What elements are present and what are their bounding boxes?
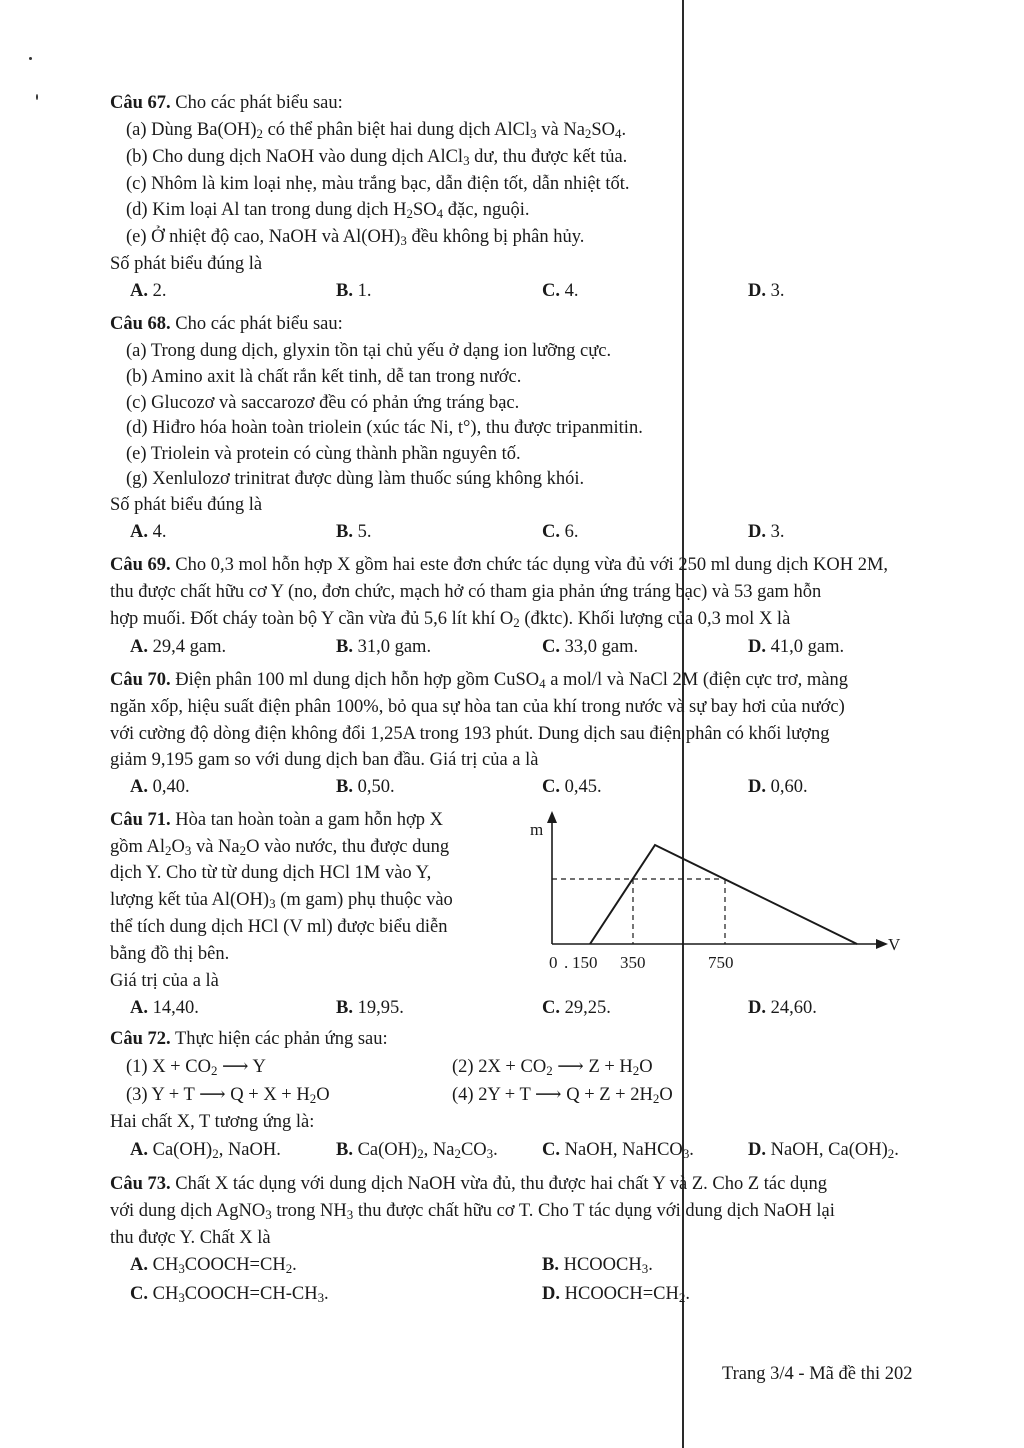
text-run: HCOOCH=CH bbox=[560, 1284, 679, 1304]
question-71-line-3 bbox=[110, 861, 431, 885]
question-70-option-b[interactable]: B. 0,50. bbox=[336, 777, 395, 797]
text-run: dư, thu được kết tủa. bbox=[469, 147, 628, 167]
subscript: 2 bbox=[678, 1290, 686, 1305]
question-69-option-c[interactable]: C. 33,0 gam. bbox=[542, 637, 639, 657]
subscript: 2 bbox=[887, 1146, 895, 1161]
subscript: 2 bbox=[239, 843, 247, 858]
question-68-statement-d bbox=[126, 416, 643, 440]
question-72-header: Câu 72. Thực hiện các phản ứng sau: bbox=[110, 1029, 388, 1049]
text-run: (g) Xenlulozơ trinitrat được dùng làm thuốc súng không khói. bbox=[126, 469, 585, 489]
text-run: . bbox=[894, 1140, 899, 1160]
text-run: với cường độ dòng điện không đổi 1,25A trong 193 phút. Dung dịch sau điện phân có khối lượng bbox=[110, 724, 830, 744]
question-67-option-c[interactable]: C. 4. bbox=[542, 281, 579, 301]
text-run: O bbox=[659, 1085, 673, 1105]
text-run: O bbox=[316, 1085, 330, 1105]
text-run: . bbox=[324, 1284, 329, 1304]
subscript: 2 bbox=[210, 1063, 218, 1078]
question-73-option-b[interactable]: B. $HCOOCH_3$. bbox=[542, 1255, 653, 1276]
question-72-option-c[interactable]: C. NaOH, NaHCO$_3$. bbox=[542, 1140, 694, 1161]
subscript: 3 bbox=[269, 896, 276, 911]
text-run: CH bbox=[148, 1284, 179, 1304]
subscript: 4 bbox=[539, 676, 546, 691]
text-run: và Na bbox=[536, 120, 585, 140]
reaction-2 bbox=[452, 1055, 653, 1079]
text-run: a mol/l và NaCl 2M (điện cực trơ, màng bbox=[545, 670, 848, 690]
question-68-statement-c bbox=[126, 391, 519, 415]
question-73-option-d[interactable]: D. $HCOOCH=CH_2$. bbox=[542, 1284, 690, 1305]
text-run: đều không bị phân hủy. bbox=[406, 227, 585, 247]
question-69-line-1: Câu 69. Cho 0,3 mol hỗn hợp X gồm hai este đơn chức tác dụng vừa đủ với 250 ml dung dịch KOH 2M, bbox=[110, 555, 889, 575]
question-68-option-d[interactable]: D. 3. bbox=[748, 522, 785, 542]
subscript: 3 bbox=[346, 1207, 354, 1222]
text-run: Ca(OH) bbox=[352, 1140, 418, 1160]
question-70-line-3 bbox=[110, 722, 829, 746]
subscript: 2 bbox=[285, 1261, 293, 1276]
text-run: ⟶ Z + H bbox=[552, 1057, 633, 1077]
question-67-statement-b bbox=[126, 145, 627, 169]
subscript: 4 bbox=[615, 126, 622, 141]
tick-label-350: 350 bbox=[620, 953, 646, 972]
question-68-option-c[interactable]: C. 6. bbox=[542, 522, 579, 542]
question-70-line-4 bbox=[110, 748, 539, 772]
tick-label-0: 0 bbox=[549, 953, 558, 972]
text-run: , NaOH. bbox=[218, 1140, 281, 1160]
question-72-option-b[interactable]: B. $Ca(OH)_2$, $Na_2CO_3$. bbox=[336, 1140, 498, 1161]
text-run: và Na bbox=[191, 837, 240, 857]
text-run: NaOH, NaHCO bbox=[560, 1140, 683, 1160]
question-71-option-c[interactable]: C. 29,25. bbox=[542, 998, 611, 1018]
question-67-statement-c bbox=[126, 172, 629, 196]
question-68-statement-g bbox=[126, 467, 584, 491]
text-run: có thể phân biệt hai dung dịch AlCl bbox=[262, 120, 531, 140]
reaction-4 bbox=[452, 1083, 673, 1107]
subscript: 2 bbox=[546, 1063, 553, 1078]
text-run: lượng kết tủa Al(OH) bbox=[110, 890, 270, 910]
text-run: (1) X + CO bbox=[126, 1057, 211, 1077]
question-70-line-2 bbox=[110, 695, 845, 719]
text-run: (a) Trong dung dịch, glyxin tồn tại chủ yếu ở dạng ion lưỡng cực. bbox=[126, 341, 612, 361]
x-axis-label: V bbox=[888, 935, 901, 954]
text-run: Giá trị của a là bbox=[110, 971, 219, 991]
text-run: (d) Hiđro hóa hoàn toàn triolein (xúc tác Ni, t°), thu được tripanmitin. bbox=[126, 418, 643, 438]
question-73-line-3 bbox=[110, 1226, 271, 1250]
subscript: 3 bbox=[178, 1261, 185, 1276]
subscript: 2 bbox=[513, 615, 520, 630]
text-run: thể tích dung dịch HCl (V ml) được biểu diễn bbox=[110, 917, 448, 937]
question-67-prompt: Số phát biểu đúng là bbox=[110, 254, 263, 274]
text-run: ⟶ Y bbox=[217, 1057, 266, 1077]
text-run: Hòa tan hoàn toàn a gam hỗn hợp X bbox=[170, 810, 443, 830]
scan-speck bbox=[36, 94, 38, 100]
text-run: COOCH=CH-CH bbox=[184, 1284, 318, 1304]
subscript: 2 bbox=[652, 1091, 660, 1106]
text-run: CH bbox=[148, 1255, 179, 1275]
question-69-line-2 bbox=[110, 580, 821, 604]
text-run: . bbox=[493, 1140, 498, 1160]
question-67-statement-d bbox=[126, 198, 529, 222]
question-68-statement-b bbox=[126, 365, 521, 389]
subscript: 3 bbox=[265, 1207, 272, 1222]
question-71-line-2 bbox=[110, 835, 449, 859]
text-run: (4) 2Y + T ⟶ Q + Z + 2H bbox=[452, 1085, 653, 1105]
question-72-option-d[interactable]: D. NaOH, $Ca(OH)_2$. bbox=[748, 1140, 899, 1161]
subscript: 2 bbox=[632, 1063, 640, 1078]
text-run: CO bbox=[460, 1140, 487, 1160]
text-run: (đktc). Khối lượng của 0,3 mol X là bbox=[519, 609, 791, 629]
text-run: dịch Y. Cho từ từ dung dịch HCl 1M vào Y, bbox=[110, 863, 432, 883]
tick-label-750: 750 bbox=[708, 953, 734, 972]
question-73-line-1: Câu 73. Chất X tác dụng với dung dịch NaOH vừa đủ, thu được hai chất Y và Z. Cho Z tác dụng bbox=[110, 1174, 827, 1194]
question-73-option-a[interactable]: A. $CH_3COOCH=CH_2$. bbox=[130, 1255, 297, 1276]
subscript: 2 bbox=[406, 206, 414, 221]
question-71-option-d[interactable]: D. 24,60. bbox=[748, 998, 817, 1018]
subscript: 3 bbox=[682, 1146, 690, 1161]
question-73-option-c[interactable]: C. $CH_3COOCH=CH-CH_3$. bbox=[130, 1284, 329, 1305]
text-run: COOCH=CH bbox=[184, 1255, 286, 1275]
question-69-option-b[interactable]: B. 31,0 gam. bbox=[336, 637, 432, 657]
text-run: (m gam) phụ thuộc vào bbox=[275, 890, 453, 910]
text-run: hợp muối. Đốt cháy toàn bộ Y cần vừa đủ 5,6 lít khí O bbox=[110, 609, 514, 629]
text-run: (d) Kim loại Al tan trong dung dịch H bbox=[126, 200, 407, 220]
subscript: 2 bbox=[309, 1091, 317, 1106]
question-70-line-1: Câu 70. Điện phân 100 ml dung dịch hỗn hợp gồm CuSO$_4$ a mol/l và NaCl 2M (điện cực trơ, màng bbox=[110, 670, 848, 691]
question-71-option-b[interactable]: B. 19,95. bbox=[336, 998, 404, 1018]
text-run: trong NH bbox=[271, 1201, 347, 1221]
question-73-line-2 bbox=[110, 1199, 835, 1223]
question-67-statement-e bbox=[126, 225, 584, 249]
question-70-option-a[interactable]: A. 0,40. bbox=[130, 777, 190, 797]
text-run: . bbox=[648, 1255, 653, 1275]
text-run: (b) Cho dung dịch NaOH vào dung dịch AlCl bbox=[126, 147, 464, 167]
x-axis-arrow-icon bbox=[876, 939, 888, 949]
text-run: ngăn xốp, hiệu suất điện phân 100%, bỏ qua sự hòa tan của khí trong nước và sự bay hơi của nước) bbox=[110, 697, 845, 717]
question-69-option-a[interactable]: A. 29,4 gam. bbox=[130, 637, 227, 657]
text-run: Chất X tác dụng với dung dịch NaOH vừa đủ, thu được hai chất Y và Z. Cho Z tác dụng bbox=[170, 1174, 827, 1194]
text-run: O vào nước, thu được dung bbox=[246, 837, 450, 857]
text-run: giảm 9,195 gam so với dung dịch ban đầu. Giá trị của a là bbox=[110, 750, 539, 770]
page-footer: Trang 3/4 - Mã đề thi 202 bbox=[722, 1364, 913, 1384]
y-axis-label: m bbox=[530, 820, 544, 839]
text-run: (e) Triolein và protein có cùng thành phần nguyên tố. bbox=[126, 444, 521, 464]
question-71-line-5 bbox=[110, 915, 448, 939]
precipitate-graph bbox=[520, 808, 910, 983]
question-71-line-6 bbox=[110, 942, 229, 966]
text-run: bằng đồ thị bên. bbox=[110, 944, 230, 964]
text-run: (2) 2X + CO bbox=[452, 1057, 547, 1077]
subscript: 3 bbox=[178, 1290, 185, 1305]
question-71-line-7 bbox=[110, 969, 219, 993]
text-run: (b) Amino axit là chất rắn kết tinh, dễ tan trong nước. bbox=[126, 367, 522, 387]
subscript: 2 bbox=[165, 843, 172, 858]
text-run: . bbox=[292, 1255, 297, 1275]
subscript: 2 bbox=[584, 126, 592, 141]
text-run: SO bbox=[413, 200, 437, 220]
text-run: (c) Glucozơ và saccarozơ đều có phản ứng tráng bạc. bbox=[126, 393, 520, 413]
text-run: với dung dịch AgNO bbox=[110, 1201, 266, 1221]
text-run: (3) Y + T ⟶ Q + X + H bbox=[126, 1085, 310, 1105]
subscript: 3 bbox=[486, 1146, 494, 1161]
text-run: gồm Al bbox=[110, 837, 165, 857]
subscript: 3 bbox=[400, 233, 407, 248]
text-run: . bbox=[621, 120, 627, 140]
scan-speck bbox=[29, 57, 32, 60]
text-run: (a) Dùng Ba(OH) bbox=[126, 120, 257, 140]
precipitate-curve bbox=[590, 845, 857, 944]
question-71-option-a[interactable]: A. 14,40. bbox=[130, 998, 199, 1018]
subscript: 3 bbox=[530, 126, 537, 141]
text-run: (c) Nhôm là kim loại nhẹ, màu trắng bạc, dẫn điện tốt, dẫn nhiệt tốt. bbox=[126, 174, 630, 194]
question-68-statement-a bbox=[126, 339, 611, 363]
question-70-option-c[interactable]: C. 0,45. bbox=[542, 777, 602, 797]
text-run: thu được chất hữu cơ Y (no, đơn chức, mạch hở có tham gia phản ứng tráng bạc) và 53 gam hỗn bbox=[110, 582, 822, 602]
text-run: đặc, nguội. bbox=[443, 200, 530, 220]
tick-label-150: 150 bbox=[572, 953, 598, 972]
text-run: thu được chất hữu cơ T. Cho T tác dụng với dung dịch NaOH lại bbox=[353, 1201, 835, 1221]
text-run: . bbox=[685, 1284, 690, 1304]
text-run: thu được Y. Chất X là bbox=[110, 1228, 271, 1248]
question-68-statement-e bbox=[126, 442, 521, 466]
text-run: Cho 0,3 mol hỗn hợp X gồm hai este đơn chức tác dụng vừa đủ với 250 ml dung dịch KOH 2M, bbox=[170, 555, 889, 575]
reaction-1 bbox=[126, 1055, 266, 1079]
text-run: NaOH, Ca(OH) bbox=[766, 1140, 888, 1160]
text-run: . bbox=[689, 1140, 694, 1160]
subscript: 3 bbox=[463, 153, 470, 168]
subscript: 2 bbox=[454, 1146, 461, 1161]
question-69-line-3 bbox=[110, 607, 790, 631]
question-67-statement-a bbox=[126, 118, 626, 142]
text-run: Ca(OH) bbox=[148, 1140, 213, 1160]
question-67-option-d[interactable]: D. 3. bbox=[748, 281, 785, 301]
question-67-option-b[interactable]: B. 1. bbox=[336, 281, 372, 301]
question-69-option-d[interactable]: D. 41,0 gam. bbox=[748, 637, 845, 657]
question-67-option-a[interactable]: A. 2. bbox=[130, 281, 167, 301]
question-68-header: Câu 68. Cho các phát biểu sau: bbox=[110, 314, 343, 334]
question-70-option-d[interactable]: D. 0,60. bbox=[748, 777, 808, 797]
question-68-option-b[interactable]: B. 5. bbox=[336, 522, 372, 542]
subscript: 3 bbox=[641, 1261, 649, 1276]
question-67-header: Câu 67. Cho các phát biểu sau: bbox=[110, 93, 343, 113]
text-run: HCOOCH bbox=[558, 1255, 642, 1275]
y-axis-arrow-icon bbox=[547, 811, 557, 823]
subscript: 2 bbox=[212, 1146, 219, 1161]
subscript: 3 bbox=[184, 843, 192, 858]
subscript: 2 bbox=[256, 126, 263, 141]
question-72-prompt: Hai chất X, T tương ứng là: bbox=[110, 1112, 315, 1132]
question-68-option-a[interactable]: A. 4. bbox=[130, 522, 167, 542]
text-run: (e) Ở nhiệt độ cao, NaOH và Al(OH) bbox=[126, 227, 401, 247]
text-run: O bbox=[171, 837, 185, 857]
question-71-line-1: Câu 71. Hòa tan hoàn toàn a gam hỗn hợp X bbox=[110, 810, 443, 830]
question-71-line-4 bbox=[110, 888, 453, 912]
text-run: Điện phân 100 ml dung dịch hỗn hợp gồm CuSO bbox=[170, 670, 540, 690]
text-run: O bbox=[639, 1057, 653, 1077]
subscript: 3 bbox=[317, 1290, 325, 1305]
reaction-3 bbox=[126, 1083, 330, 1107]
question-68-prompt: Số phát biểu đúng là bbox=[110, 495, 263, 515]
text-run: SO bbox=[591, 120, 616, 140]
subscript: 4 bbox=[436, 206, 444, 221]
tick-separator: . bbox=[564, 953, 569, 972]
subscript: 2 bbox=[417, 1146, 424, 1161]
text-run: , Na bbox=[423, 1140, 455, 1160]
question-72-option-a[interactable]: A. $Ca(OH)_2$, NaOH. bbox=[130, 1140, 281, 1161]
